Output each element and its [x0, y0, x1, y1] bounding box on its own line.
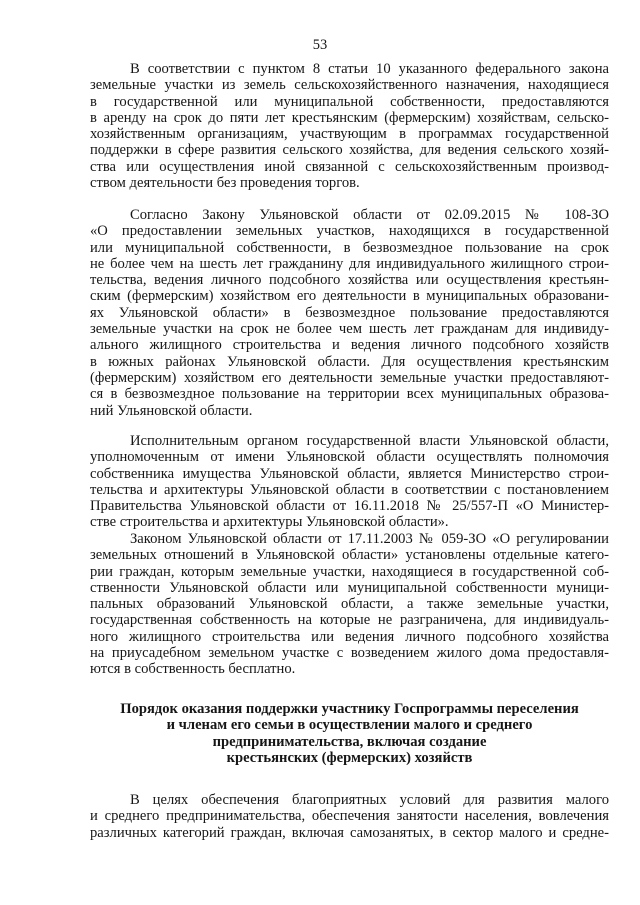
text-line: ством деятельности без проведения торгов. — [90, 175, 360, 192]
text-line: Законом Ульяновской области от 17.11.2003 № 059-ЗО «О регулировании — [130, 531, 609, 547]
text-line: земельные участки на срок не более чем шесть лет гражданам для индивиду- — [90, 321, 609, 338]
text-line: ственности Ульяновской области или муниципальной собственности муници- — [90, 579, 609, 596]
text-line: тельства, ведения личного подсобного хозяйства или осуществления крестьян- — [90, 272, 609, 289]
text-line: рии граждан, которым земельные участки, находящиеся в государственной соб- — [90, 563, 609, 580]
text-line: хозяйственным организациям, участвующим в программах государственной — [90, 126, 609, 143]
heading-line: и членам его семьи в осуществлении малого и среднего — [166, 717, 533, 734]
text-line: в южных районах Ульяновской области. Для осуществления крестьянским — [90, 353, 609, 370]
text-line: в аренду на срок до пяти лет крестьянским (фермерским) хозяйствам, сельско- — [90, 109, 609, 126]
text-line: не более чем на шесть лет гражданину для индивидуального жилищного строи- — [90, 255, 609, 272]
text-line: ний Ульяновской области. — [90, 402, 253, 419]
text-line: Согласно Закону Ульяновской области от 02.09.2015 № 108-ЗО — [130, 207, 609, 223]
text-line: ским (фермерским) хозяйством его деятельности в муниципальных образовани- — [90, 288, 609, 305]
text-line: тельства и архитектуры Ульяновской области в соответствии с постановлением — [90, 481, 609, 498]
text-line: пальных образований Ульяновской области, а также земельные участки, — [90, 596, 609, 613]
text-line: и среднего предпринимательства, обеспечения занятости населения, вовлечения — [90, 808, 609, 825]
page-number: 53 — [312, 37, 328, 53]
text-line: Правительства Ульяновской области от 16.11.2018 № 25/557-П «О Министер- — [90, 498, 609, 515]
heading-line: предпринимательства, включая создание — [212, 733, 487, 750]
paragraph-land-relations-law — [90, 531, 609, 678]
text-line: в государственной или муниципальной собственности, предоставляются — [90, 93, 609, 110]
text-line: ного жилищного строительства или ведения личного подсобного хозяйства — [90, 628, 609, 645]
text-line: государственная собственность на которые не разграничена, для индивидуаль- — [90, 612, 609, 629]
text-line: (фермерским) хозяйством его деятельности земельные участки предоставляют- — [90, 369, 609, 386]
text-line: «О предоставлении земельных участков, находящихся в государственной — [90, 223, 609, 240]
text-line: ального жилищного строительства и ведения личного подсобного хозяйств — [90, 337, 609, 354]
text-line: ства или осуществления иной связанной с сельскохозяйственным производ- — [90, 158, 609, 175]
text-line: ях Ульяновской области» в безвозмездное пользование предоставляются — [90, 304, 609, 321]
text-line: на приусадебном земельном участке с возведением жилого дома предоставля- — [90, 645, 609, 662]
text-line: поддержки в сфере развития сельского хозяйства, для ведения сельского хозяй- — [90, 142, 609, 159]
text-line: ются в собственность бесплатно. — [90, 661, 296, 678]
text-line: В соответствии с пунктом 8 статьи 10 указанного федерального закона — [130, 61, 609, 77]
text-line: стве строительства и архитектуры Ульяновской области». — [90, 514, 449, 531]
paragraph-small-business-support — [90, 792, 609, 841]
heading-line: Порядок оказания поддержки участнику Госпрограммы переселения — [120, 701, 579, 717]
text-line: или муниципальной собственности, в безвозмездное пользование на срок — [90, 239, 609, 256]
paragraph-free-use-law — [90, 207, 609, 419]
text-line: уполномоченным от имени Ульяновской области осуществлять полномочия — [90, 449, 609, 466]
text-line: ся в безвозмездное пользование на территории всех муниципальных образова- — [90, 386, 609, 403]
paragraph-land-lease — [90, 61, 609, 191]
text-line: В целях обеспечения благоприятных условий для развития малого — [130, 792, 609, 808]
text-line: собственника имущества Ульяновской области, является Министерство строи- — [90, 465, 609, 482]
section-heading — [90, 701, 609, 766]
text-line: земельные участки из земель сельскохозяйственного назначения, находящиеся — [90, 77, 609, 94]
text-line: Исполнительным органом государственной власти Ульяновской области, — [130, 433, 609, 449]
text-line: различных категорий граждан, включая самозанятых, в сектор малого и средне- — [90, 824, 609, 841]
text-line: земельных отношений в Ульяновской области» установлены отдельные катего- — [90, 547, 609, 564]
paragraph-executive-body — [90, 433, 609, 531]
heading-line: крестьянских (фермерских) хозяйств — [226, 749, 473, 766]
